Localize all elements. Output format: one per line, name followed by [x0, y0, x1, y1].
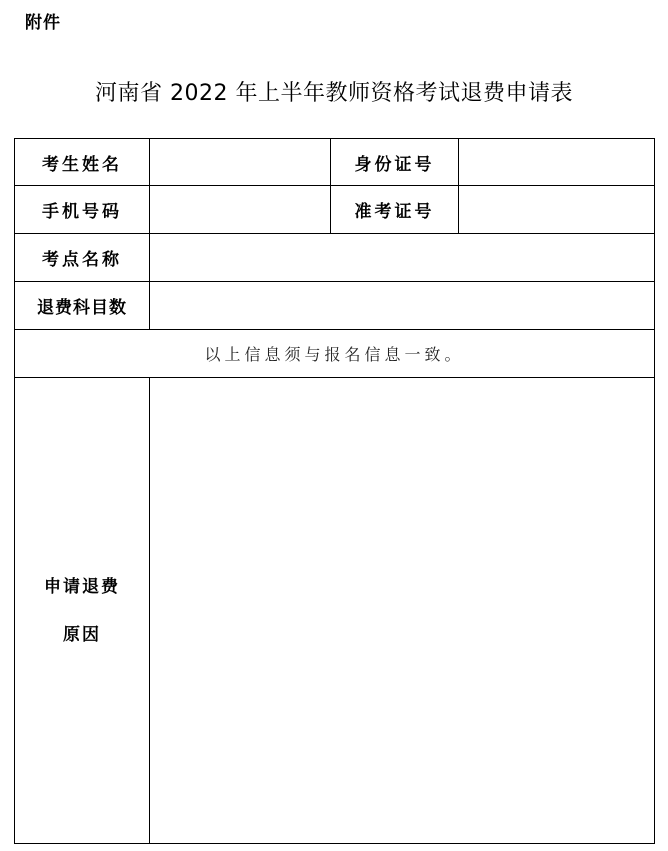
admission-ticket-field[interactable] — [459, 186, 655, 234]
row-name-id — [15, 139, 655, 186]
row-note — [15, 330, 655, 378]
row-phone-ticket — [15, 186, 655, 234]
refund-reason-label-line2: 原因 — [63, 624, 101, 645]
row-refund-subjects — [15, 282, 655, 330]
row-exam-site — [15, 234, 655, 282]
row-refund-reason — [15, 378, 655, 844]
refund-subjects-label: 退费科目数 — [15, 282, 150, 330]
admission-ticket-label: 准考证号 — [331, 186, 459, 234]
refund-reason-label — [15, 378, 150, 844]
id-number-field[interactable] — [459, 139, 655, 186]
info-consistency-note: 以上信息须与报名信息一致。 — [15, 330, 655, 378]
attachment-label: 附件 — [25, 13, 61, 33]
name-label: 考生姓名 — [15, 139, 150, 186]
refund-reason-field[interactable] — [150, 378, 655, 844]
refund-application-form — [14, 138, 655, 844]
exam-site-label: 考点名称 — [15, 234, 150, 282]
refund-subjects-field[interactable] — [150, 282, 655, 330]
refund-reason-label-line1: 申请退费 — [44, 576, 120, 597]
name-field[interactable] — [150, 139, 331, 186]
page-title: 河南省 2022 年上半年教师资格考试退费申请表 — [95, 81, 573, 106]
exam-site-field[interactable] — [150, 234, 655, 282]
phone-label: 手机号码 — [15, 186, 150, 234]
id-number-label: 身份证号 — [331, 139, 459, 186]
phone-field[interactable] — [150, 186, 331, 234]
